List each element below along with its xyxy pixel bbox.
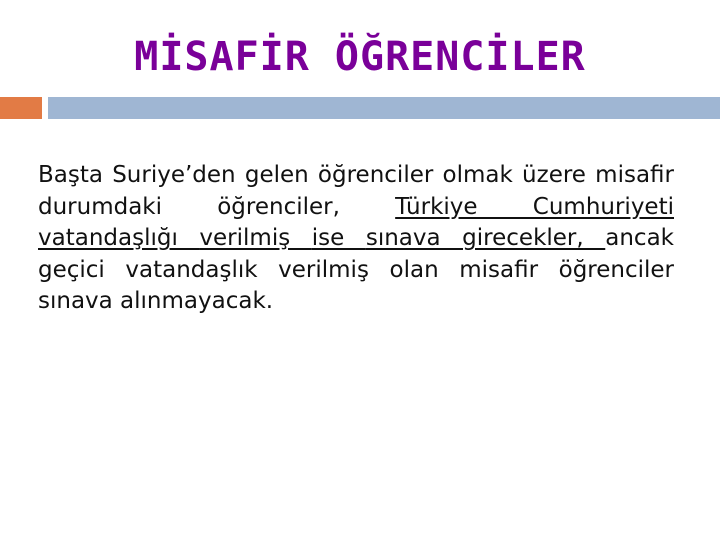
underlined-phrase-3: verilmiş bbox=[199, 225, 312, 251]
accent-bar-blue bbox=[48, 97, 720, 119]
underlined-phrase-4: ise bbox=[311, 225, 366, 251]
paragraph-rest: ancak geçici vatandaşlık verilmiş olan misafir öğrenciler sınava alınmayacak. bbox=[38, 225, 674, 314]
underlined-phrase-2: vatandaşlığı bbox=[38, 225, 200, 251]
body-paragraph bbox=[38, 160, 674, 318]
paragraph-intro: Başta Suriye’den gelen öğrenciler olmak üzere misafir durumdaki öğrenciler, bbox=[38, 162, 674, 220]
underlined-phrase-1: Türkiye Cumhuriyeti bbox=[395, 193, 674, 220]
accent-bar-orange bbox=[0, 97, 42, 119]
underlined-phrase-5: sınava girecekler, bbox=[365, 225, 606, 251]
slide-title: MİSAFİR ÖĞRENCİLER bbox=[134, 34, 586, 80]
